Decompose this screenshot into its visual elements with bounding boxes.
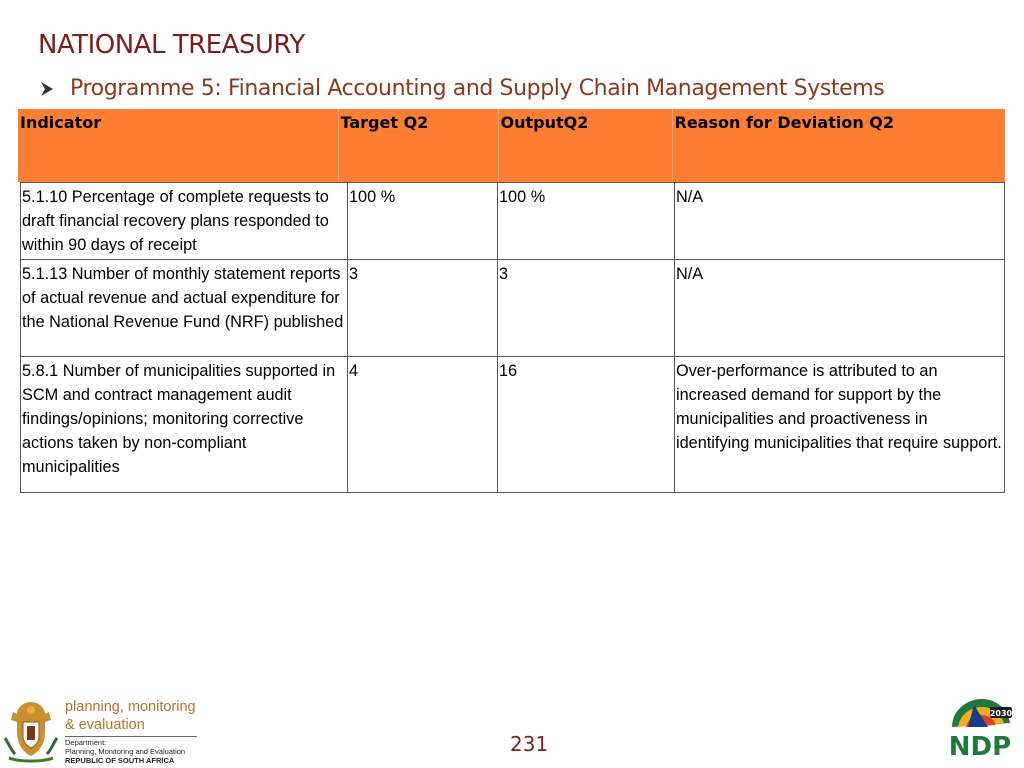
arrow-bullet-icon (40, 81, 54, 97)
indicator-cell: 5.1.13 Number of monthly statement reports of actual revenue and actual expenditure for the National Revenue Fund (NRF) published (21, 260, 348, 357)
reason-cell: N/A (675, 260, 1005, 357)
page-number: 231 (510, 732, 549, 756)
output-cell: 3 (498, 260, 675, 357)
column-header-output: OutputQ2 (498, 109, 672, 182)
column-header-indicator: Indicator (18, 109, 338, 182)
dpme-logo (3, 698, 213, 766)
target-cell: 3 (348, 260, 498, 357)
ndp-label: NDP (948, 732, 1012, 761)
target-cell: 4 (348, 357, 498, 493)
logo-divider (65, 736, 197, 737)
table-row (21, 357, 1005, 493)
reason-cell: N/A (675, 183, 1005, 260)
ndp-year: 2030 (989, 709, 1013, 718)
coat-of-arms-icon (3, 698, 59, 764)
indicator-cell: 5.1.10 Percentage of complete requests to draft financial recovery plans responded to within 90 days of receipt (21, 183, 348, 260)
logo-country: REPUBLIC OF SOUTH AFRICA (65, 756, 175, 765)
indicator-table (20, 182, 1005, 493)
programme-label: Programme 5: Financial Accounting and Supply Chain Management Systems (70, 76, 885, 101)
programme-subtitle (40, 76, 884, 101)
column-header-reason: Reason for Deviation Q2 (672, 109, 1005, 182)
target-cell: 100 % (348, 183, 498, 260)
logo-line-planning: planning, monitoring (65, 699, 196, 715)
table-header (18, 109, 1005, 182)
table-row (21, 260, 1005, 357)
logo-department-name: Planning, Monitoring and Evaluation (65, 747, 186, 756)
logo-department-label: Department: (65, 738, 107, 747)
table-header-row (18, 109, 1005, 182)
department-title: NATIONAL TREASURY (38, 30, 305, 60)
logo-line-evaluation: & evaluation (65, 717, 145, 733)
reason-cell: Over-performance is attributed to an increased demand for support by the municipalities and proactiveness in identifying municipalities that require support. (675, 357, 1005, 493)
ndp-2030-logo-icon (944, 697, 1014, 761)
output-cell: 100 % (498, 183, 675, 260)
column-header-target: Target Q2 (338, 109, 498, 182)
table-row (21, 183, 1005, 260)
output-cell: 16 (498, 357, 675, 493)
indicator-cell: 5.8.1 Number of municipalities supported in SCM and contract management audit findings/opinions; monitoring corrective actions taken by non-compliant municipalities (21, 357, 348, 493)
dpme-logo-text (65, 698, 215, 765)
